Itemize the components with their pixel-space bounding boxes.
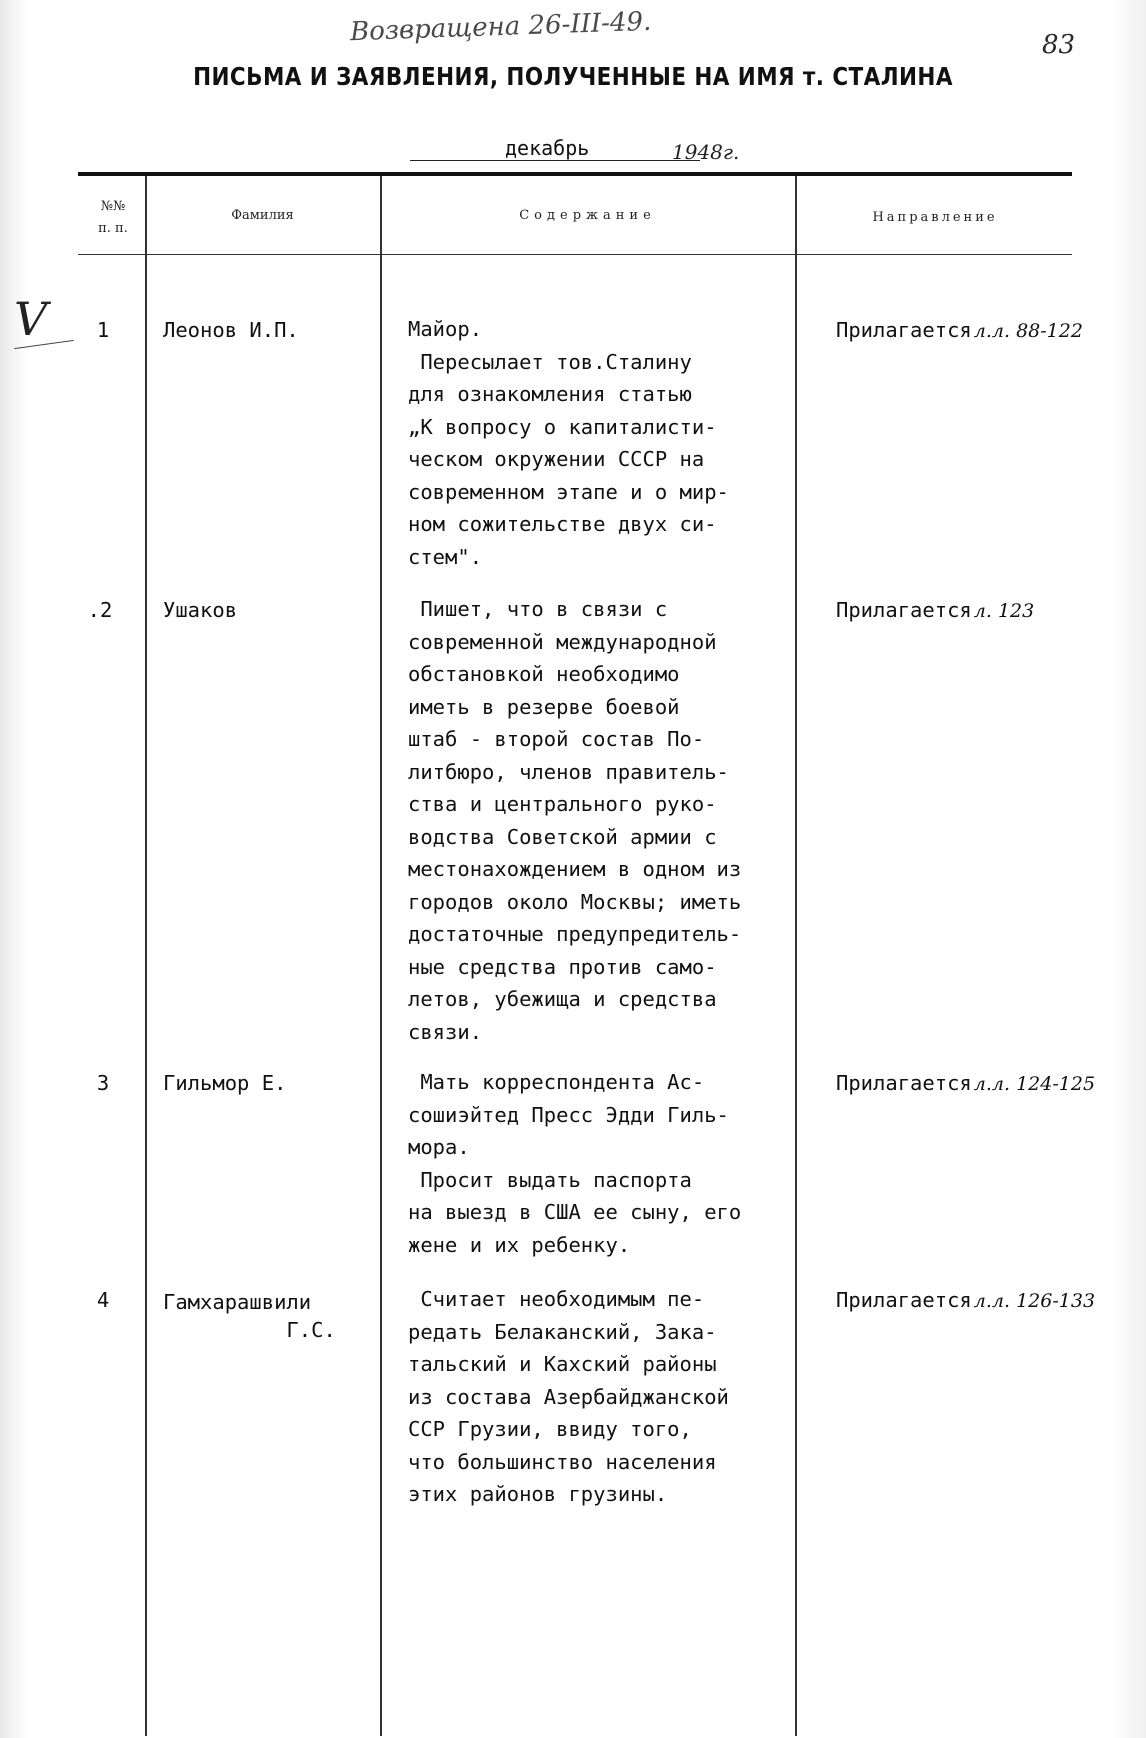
row-number: 1: [96, 318, 110, 342]
handwritten-returned-note: Возвращена 26-III-49.: [349, 6, 652, 48]
handwritten-check-mark: V: [14, 292, 48, 346]
row-number: 3: [96, 1071, 110, 1095]
handwritten-sheet-number: 83: [1042, 30, 1076, 60]
row-content: Считает необходимым пе- редать Белаканский, Зака- тальский и Кахский районы из состава Азербайджанской ССР Грузии, ввиду того, что большинство населения этих районов грузины.: [408, 1287, 729, 1506]
row-direction-label: Прилагается: [836, 598, 972, 622]
row-direction-label: Прилагается: [836, 318, 972, 342]
table-header-rule: [78, 254, 1072, 255]
column-divider: [380, 176, 382, 1736]
period-month: декабрь: [505, 136, 590, 160]
row-name: Гамхарашвили Г.С.: [163, 1290, 336, 1342]
row-direction: [836, 318, 1083, 342]
column-header-number-line1: №№: [100, 199, 126, 214]
column-header-content: Содержание: [519, 208, 656, 223]
row-direction-label: Прилагается: [836, 1071, 972, 1095]
row-direction-label: Прилагается: [836, 1288, 972, 1312]
column-header-number-line2: п. п.: [98, 221, 128, 236]
row-sheets: л.л. 124-125: [973, 1073, 1096, 1095]
row-direction: [836, 598, 1034, 622]
row-content: Майор. Пересылает тов.Сталину для ознакомления статью „К вопросу о капиталисти- ческом окружении СССР на современном этапе и о мир- ном сожительстве двух си- стем".: [408, 317, 729, 569]
row-direction: [836, 1288, 1095, 1312]
row-content: Мать корреспондента Ас- сошиэйтед Пресс Эдди Гиль- мора. Просит выдать паспорта на выезд в США ее сыну, его жене и их ребенку.: [408, 1070, 742, 1257]
period-year: 1948г.: [672, 140, 740, 164]
column-header-name: Фамилия: [231, 208, 294, 223]
document-title: ПИСЬМА И ЗАЯВЛЕНИЯ, ПОЛУЧЕННЫЕ НА ИМЯ т. СТАЛИНА: [193, 62, 953, 91]
table-top-rule: [78, 172, 1072, 176]
column-divider: [795, 176, 797, 1736]
row-sheets: л.л. 88-122: [973, 320, 1083, 342]
row-number: .2: [87, 598, 113, 622]
row-sheets: л. 123: [973, 600, 1035, 622]
row-number: 4: [96, 1288, 110, 1312]
row-name: Гильмор Е.: [163, 1071, 287, 1095]
row-name: Леонов И.П.: [163, 318, 299, 342]
column-header-number: [88, 196, 138, 240]
row-sheets: л.л. 126-133: [973, 1290, 1096, 1312]
column-divider: [145, 176, 147, 1736]
row-content: Пишет, что в связи с современной международной обстановкой необходимо иметь в резерве боевой штаб - второй состав По- литбюро, членов правитель- ства и центрального руко- водства Советской армии с местонахождением в одном из городов около Москвы; иметь достаточные предупредитель- ные средства против само- летов, убежища и средства связи.: [408, 597, 742, 1044]
row-name: Ушаков: [163, 598, 238, 622]
column-header-direction: Направление: [872, 210, 998, 225]
period-underline: [410, 160, 700, 161]
row-direction: [836, 1071, 1095, 1095]
